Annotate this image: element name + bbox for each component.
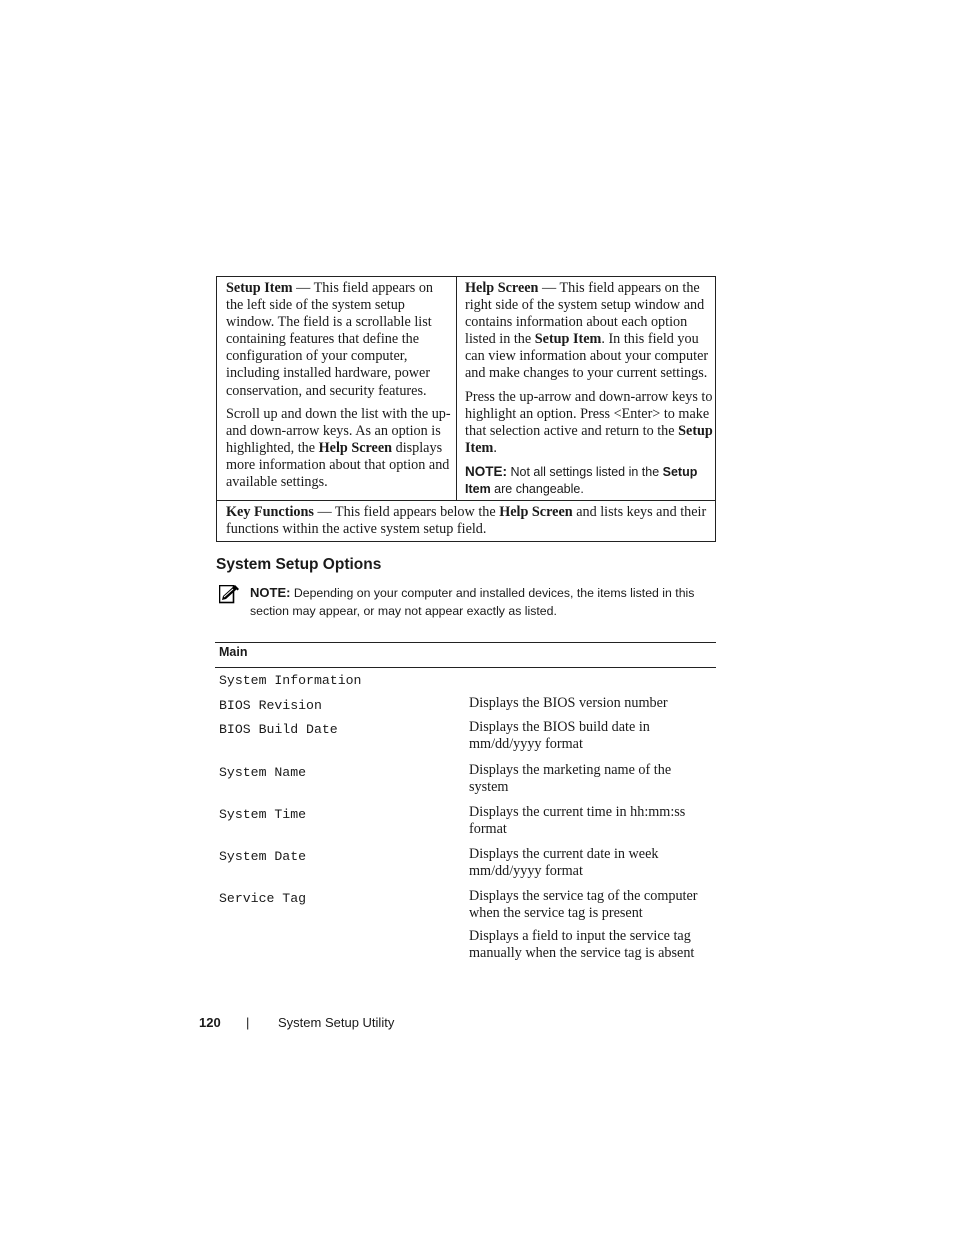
main-table-header: Main [219, 645, 248, 659]
help-screen-note-b: are changeable. [490, 482, 584, 497]
setting-name: BIOS Revision [219, 698, 322, 713]
setting-name: BIOS Build Date [219, 722, 338, 737]
setting-description: Displays the service tag of the computer when the service tag is present [469, 888, 698, 922]
note-body: Depending on your computer and installed devices, the items listed in this section may appear, or may not appear exactly as listed. [250, 586, 695, 618]
column-divider [456, 277, 457, 500]
help-screen-desc-b: . In this field you can view information about your computer and make changes to your current settings. [465, 331, 709, 382]
key-functions-desc-term: Help Screen [499, 504, 573, 520]
setting-description: Displays the current date in week mm/dd/yyyy format [469, 846, 659, 880]
help-screen-note-term: Setup Item [465, 464, 698, 497]
key-functions-term: Key Functions [226, 504, 314, 520]
row-divider [217, 500, 715, 501]
key-functions-desc-a: — This field appears below the [313, 504, 500, 520]
setup-item-desc: — This field appears on the left side of the system setup window. The field is a scrollable list containing features that define the configuration of your computer, including installed hardware, power conservation, and security features. [226, 280, 434, 399]
setup-item-para2-term: Help Screen [318, 439, 393, 456]
chapter-title: System Setup Utility [278, 1015, 395, 1030]
help-screen-note-a: Not all settings listed in the [507, 464, 663, 479]
help-screen-desc-term: Setup Item [534, 331, 602, 348]
help-screen-note-label: NOTE: [465, 463, 507, 479]
setting-description: Displays a field to input the service tag manually when the service tag is absent [469, 928, 695, 962]
setting-name: Service Tag [219, 891, 307, 906]
setup-item-para2-b: displays more information about that option and available settings. [226, 439, 450, 491]
setup-fields-table [216, 276, 716, 542]
setup-item-para2-a: Scroll up and down the list with the up- and down-arrow keys. As an option is highlighted, the [226, 405, 451, 456]
setting-description: Displays the BIOS build date in mm/dd/yyyy format [469, 719, 650, 753]
key-functions-desc-b: and lists keys and their functions within the active system setup field. [226, 504, 707, 538]
help-screen-cell [465, 280, 715, 499]
setup-item-term: Setup Item [226, 280, 293, 296]
setting-description: Displays the current time in hh:mm:ss format [469, 804, 686, 838]
setting-description: Displays the BIOS version number [469, 695, 668, 711]
main-table-header-rule [215, 667, 716, 668]
note-text [250, 584, 720, 620]
footer-separator: | [246, 1015, 250, 1030]
main-table-top-rule [215, 642, 716, 643]
setting-name: System Information [219, 673, 362, 688]
setup-item-cell [226, 280, 452, 497]
help-screen-desc-a: — This field appears on the right side of the system setup window and contains information about each option listed in the [465, 280, 705, 348]
key-functions-cell [226, 504, 711, 538]
note-pencil-icon [219, 585, 240, 604]
setting-description: Displays the marketing name of the system [469, 762, 672, 796]
help-screen-para2-b: . [493, 439, 497, 456]
setting-name: System Name [219, 765, 307, 780]
help-screen-term: Help Screen [465, 280, 539, 296]
section-title: System Setup Options [216, 556, 382, 573]
setting-name: System Date [219, 849, 307, 864]
help-screen-para2-term: Setup Item [465, 422, 713, 456]
page-number: 120 [199, 1015, 221, 1030]
note-label: NOTE: [250, 585, 291, 600]
help-screen-note [465, 463, 715, 499]
help-screen-para2-a: Press the up-arrow and down-arrow keys to highlight an option. Press <Enter> to make that selection active and return to the [465, 388, 713, 439]
setting-name: System Time [219, 807, 307, 822]
